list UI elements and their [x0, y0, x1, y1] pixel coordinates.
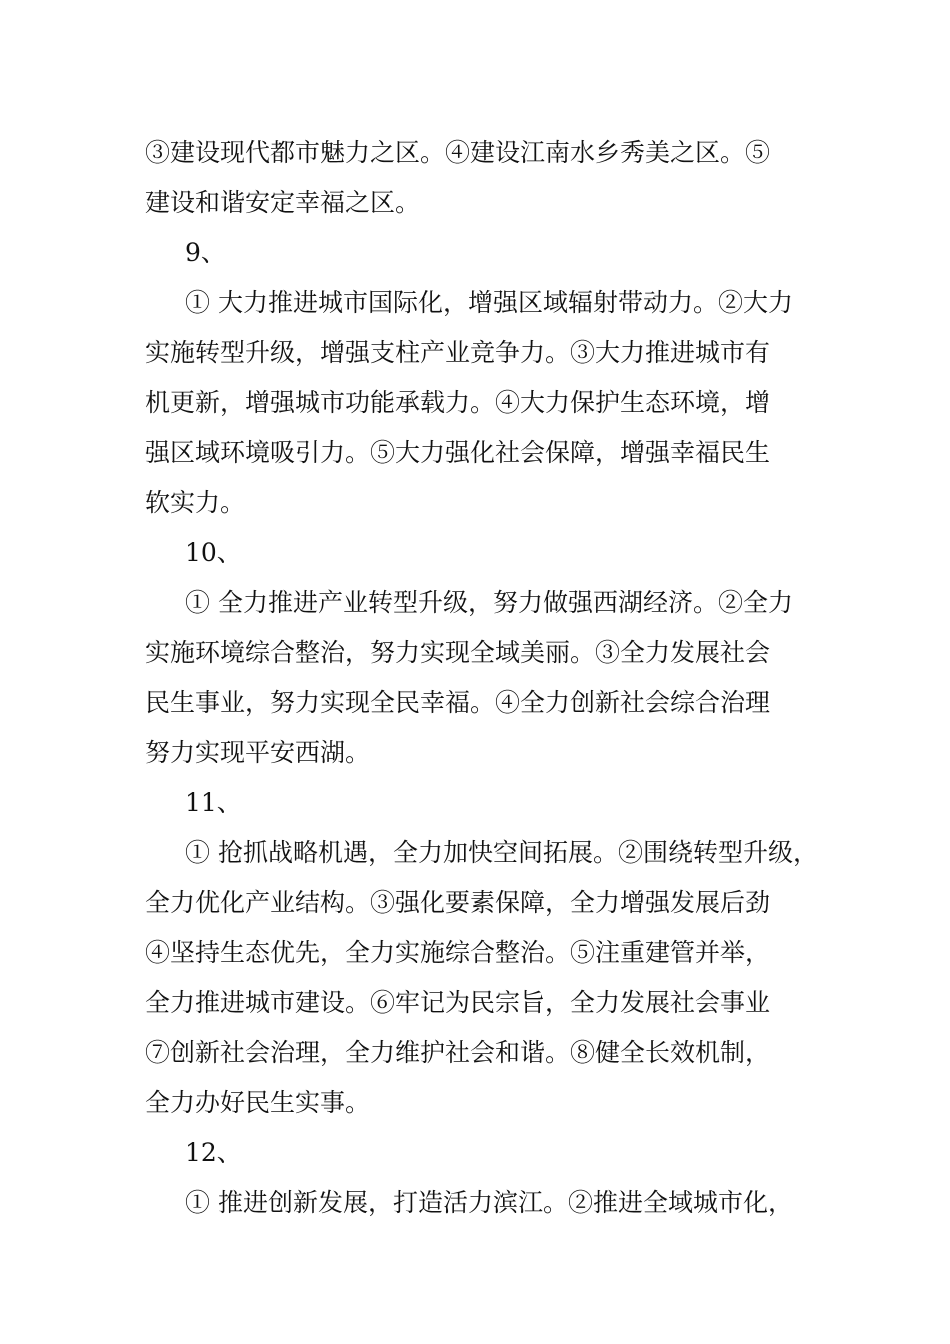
paragraph-line: 全力优化产业结构。③强化要素保障，全力增强发展后劲	[145, 888, 771, 917]
paragraph-line: 民生事业，努力实现全民幸福。④全力创新社会综合治理	[145, 688, 771, 717]
paragraph-line: ① 抢抓战略机遇，全力加快空间拓展。②围绕转型升级，	[185, 838, 818, 867]
section-heading: 11、	[185, 788, 242, 817]
paragraph-line: 全力办好民生实事。	[145, 1088, 371, 1117]
paragraph-line: 软实力。	[145, 488, 246, 517]
paragraph-line: 实施转型升级，增强支柱产业竞争力。③大力推进城市有	[145, 338, 771, 367]
paragraph-line: ① 大力推进城市国际化，增强区域辐射带动力。②大力	[185, 288, 793, 317]
paragraph-line: ⑦创新社会治理，全力维护社会和谐。⑧健全长效机制，	[145, 1038, 771, 1067]
paragraph-line: 全力推进城市建设。⑥牢记为民宗旨，全力发展社会事业	[145, 988, 771, 1017]
paragraph-line: 努力实现平安西湖。	[145, 738, 371, 767]
paragraph-line: ① 全力推进产业转型升级，努力做强西湖经济。②全力	[185, 588, 793, 617]
document-body	[145, 128, 825, 1228]
paragraph-line: ③建设现代都市魅力之区。④建设江南水乡秀美之区。⑤	[145, 138, 771, 167]
section-heading: 12、	[185, 1138, 242, 1167]
paragraph-line: ④坚持生态优先，全力实施综合整治。⑤注重建管并举，	[145, 938, 771, 967]
paragraph-line: ① 推进创新发展，打造活力滨江。②推进全域城市化，	[185, 1188, 793, 1217]
paragraph-line: 实施环境综合整治，努力实现全域美丽。③全力发展社会	[145, 638, 771, 667]
paragraph-line: 机更新，增强城市功能承载力。④大力保护生态环境，增	[145, 388, 771, 417]
section-heading: 9、	[185, 238, 226, 267]
paragraph-line: 强区域环境吸引力。⑤大力强化社会保障，增强幸福民生	[145, 438, 771, 467]
section-heading: 10、	[185, 538, 242, 567]
paragraph-line: 建设和谐安定幸福之区。	[145, 188, 421, 217]
